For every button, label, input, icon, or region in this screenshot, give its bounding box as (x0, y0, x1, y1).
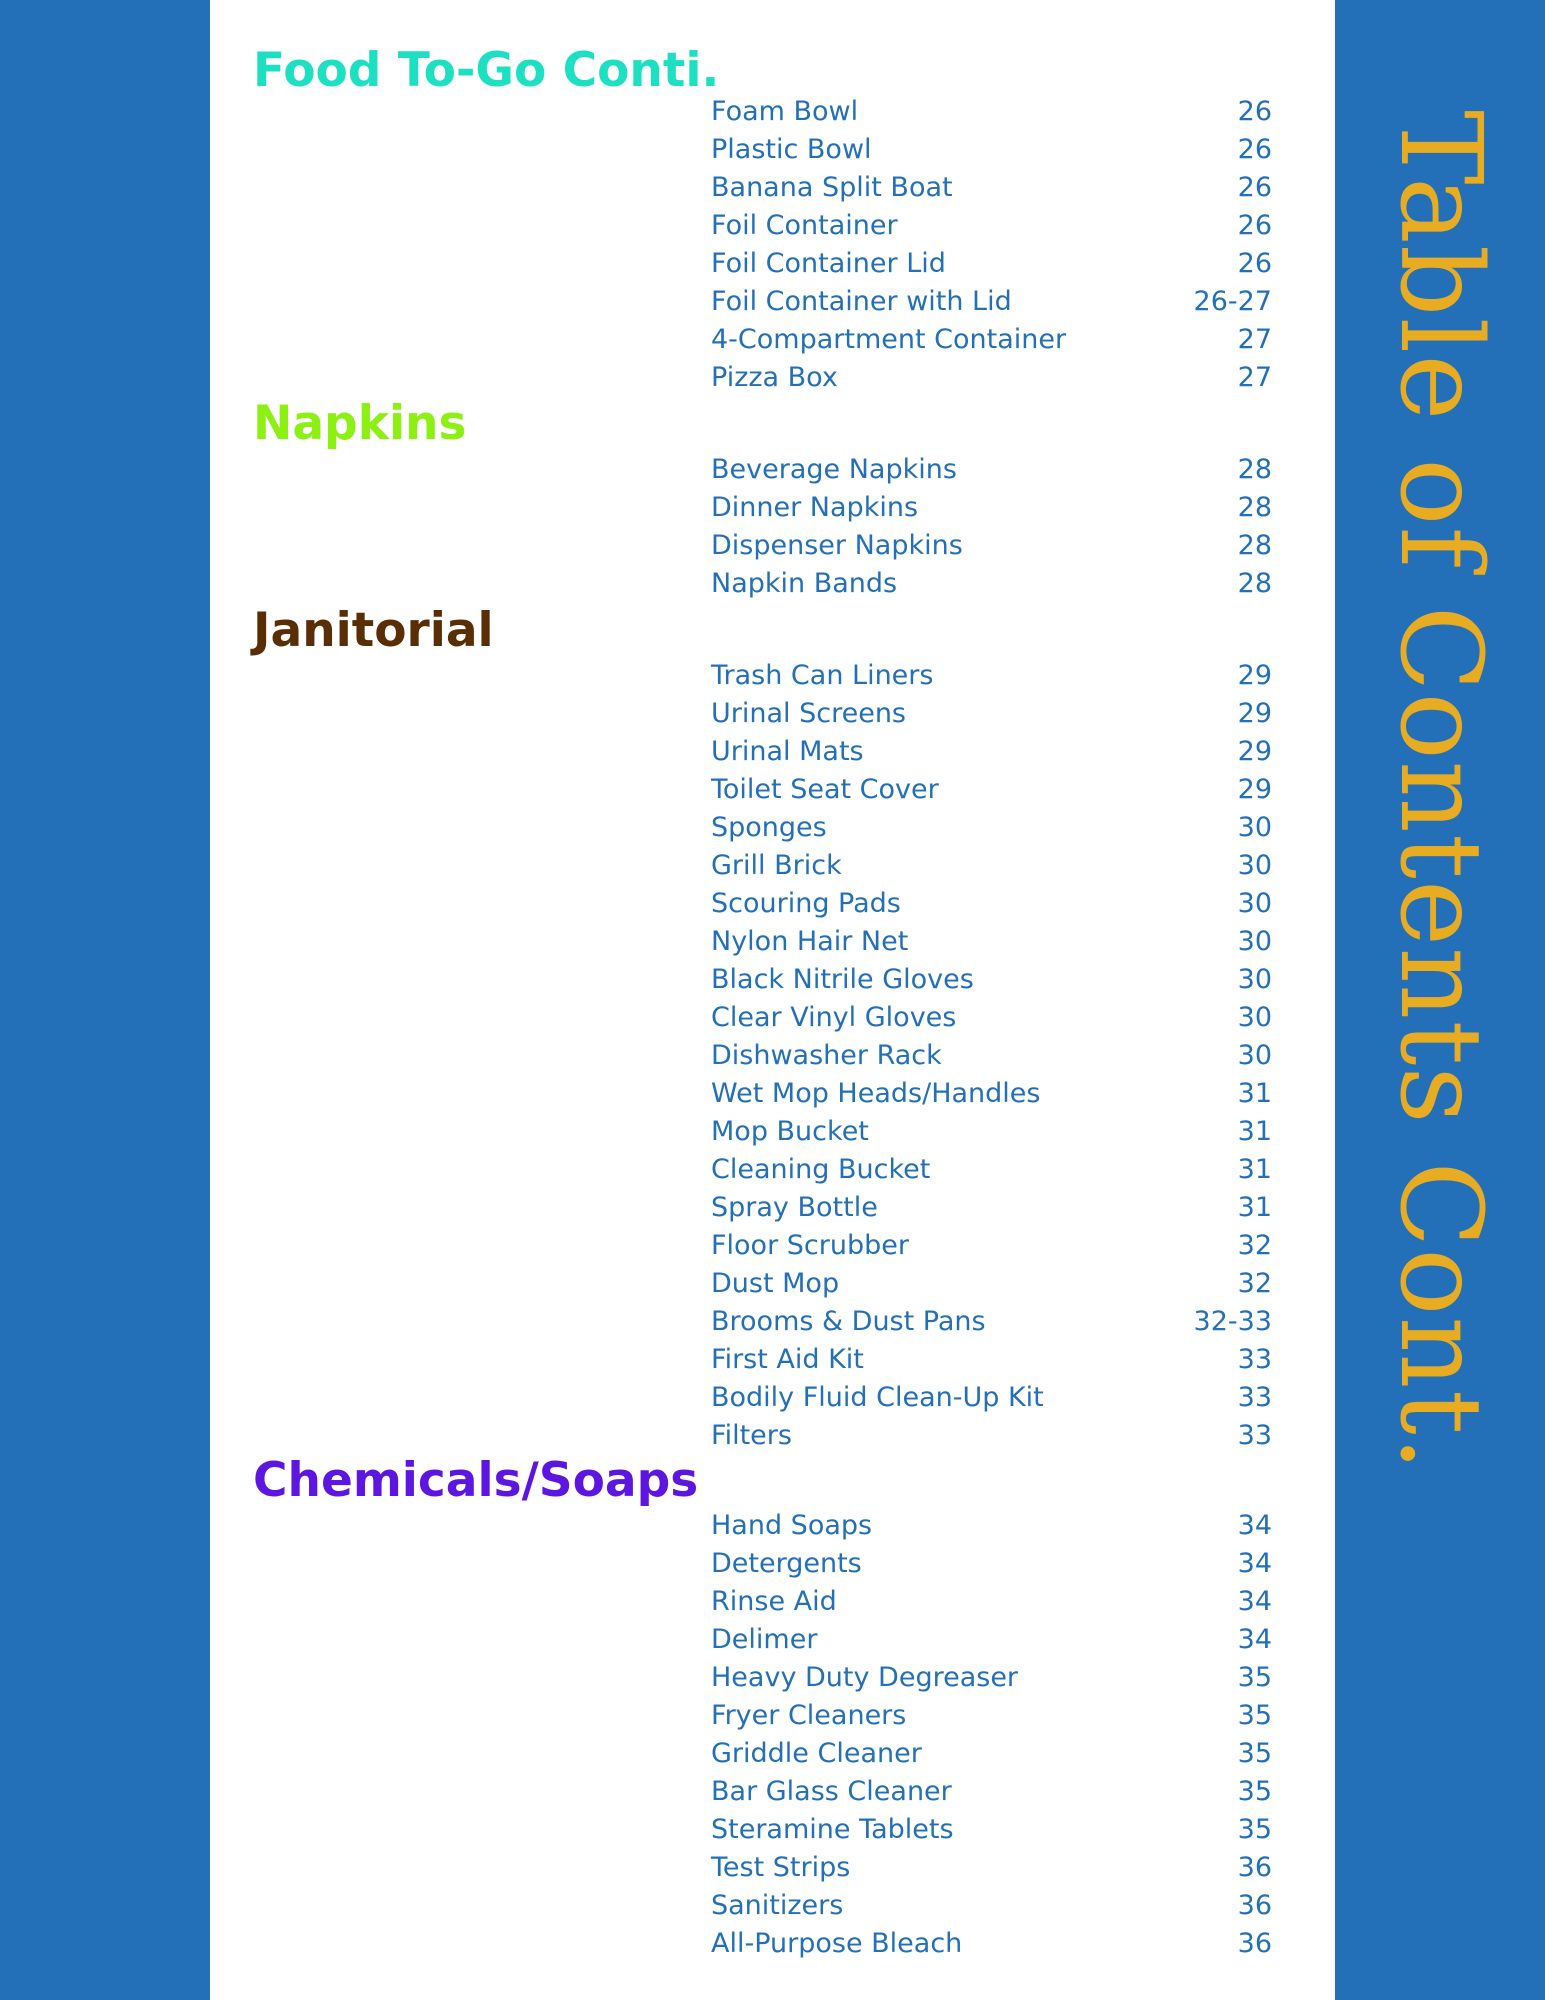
toc-entry-banana-split-boat[interactable] (711, 168, 1272, 206)
entry-name: Napkin Bands (711, 567, 898, 599)
entry-page-number: 29 (1237, 735, 1272, 767)
toc-entry-napkin-bands[interactable] (711, 564, 1272, 602)
entry-name: Dishwasher Rack (711, 1039, 942, 1071)
toc-entry-hand-soaps[interactable] (711, 1506, 1272, 1544)
toc-entry-mop-bucket[interactable] (711, 1112, 1272, 1150)
toc-title: Table of Contents Cont. (1375, 110, 1505, 1473)
toc-entry-detergents[interactable] (711, 1544, 1272, 1582)
entry-page-number: 26 (1237, 209, 1272, 241)
entry-page-number: 35 (1237, 1661, 1272, 1693)
entry-name: Floor Scrubber (711, 1229, 909, 1261)
entry-name: Sanitizers (711, 1889, 844, 1921)
entry-page-number: 33 (1237, 1419, 1272, 1451)
toc-entry-bar-glass-cleaner[interactable] (711, 1772, 1272, 1810)
toc-entry-black-nitrile-gloves[interactable] (711, 960, 1272, 998)
toc-entry-filters[interactable] (711, 1416, 1272, 1454)
entry-name: Plastic Bowl (711, 133, 872, 165)
entry-page-number: 32 (1237, 1229, 1272, 1261)
toc-entry-test-strips[interactable] (711, 1848, 1272, 1886)
entry-name: Brooms & Dust Pans (711, 1305, 986, 1337)
section-entries-food-to-go-conti (711, 92, 1272, 396)
entry-page-number: 35 (1237, 1813, 1272, 1845)
toc-entry-wet-mop-heads-handles[interactable] (711, 1074, 1272, 1112)
entry-name: Delimer (711, 1623, 818, 1655)
section-entries-chemicals-soaps (711, 1506, 1272, 1962)
entry-name: Dinner Napkins (711, 491, 919, 523)
toc-entry-foil-container-with-lid[interactable] (711, 282, 1272, 320)
toc-entry-delimer[interactable] (711, 1620, 1272, 1658)
toc-entry-sanitizers[interactable] (711, 1886, 1272, 1924)
toc-entry-4-compartment-container[interactable] (711, 320, 1272, 358)
entry-name: Foil Container with Lid (711, 285, 1012, 317)
toc-entry-dishwasher-rack[interactable] (711, 1036, 1272, 1074)
entry-page-number: 26 (1237, 171, 1272, 203)
entry-page-number: 28 (1237, 453, 1272, 485)
entry-page-number: 34 (1237, 1623, 1272, 1655)
entry-page-number: 36 (1237, 1851, 1272, 1883)
entry-page-number: 35 (1237, 1737, 1272, 1769)
entry-page-number: 30 (1237, 1039, 1272, 1071)
entry-name: Grill Brick (711, 849, 842, 881)
toc-entry-urinal-screens[interactable] (711, 694, 1272, 732)
entry-name: Spray Bottle (711, 1191, 878, 1223)
toc-entry-grill-brick[interactable] (711, 846, 1272, 884)
entry-name: Beverage Napkins (711, 453, 957, 485)
entry-name: Pizza Box (711, 361, 838, 393)
entry-page-number: 33 (1237, 1381, 1272, 1413)
toc-entry-steramine-tablets[interactable] (711, 1810, 1272, 1848)
toc-entry-dinner-napkins[interactable] (711, 488, 1272, 526)
toc-entry-brooms-and-dust-pans[interactable] (711, 1302, 1272, 1340)
toc-entry-rinse-aid[interactable] (711, 1582, 1272, 1620)
entry-name: Detergents (711, 1547, 862, 1579)
entry-page-number: 31 (1237, 1191, 1272, 1223)
toc-entry-heavy-duty-degreaser[interactable] (711, 1658, 1272, 1696)
entry-name: Griddle Cleaner (711, 1737, 922, 1769)
entry-name: Clear Vinyl Gloves (711, 1001, 957, 1033)
entry-page-number: 26 (1237, 133, 1272, 165)
entry-name: Toilet Seat Cover (711, 773, 939, 805)
entry-name: Test Strips (711, 1851, 851, 1883)
entry-page-number: 30 (1237, 849, 1272, 881)
entry-name: Bar Glass Cleaner (711, 1775, 952, 1807)
entry-name: Foil Container Lid (711, 247, 946, 279)
toc-entry-first-aid-kit[interactable] (711, 1340, 1272, 1378)
entry-page-number: 35 (1237, 1775, 1272, 1807)
entry-name: Sponges (711, 811, 827, 843)
entry-page-number: 36 (1237, 1927, 1272, 1959)
toc-entry-dust-mop[interactable] (711, 1264, 1272, 1302)
entry-name: Nylon Hair Net (711, 925, 909, 957)
entry-page-number: 30 (1237, 1001, 1272, 1033)
entry-name: Heavy Duty Degreaser (711, 1661, 1019, 1693)
toc-entry-foil-container[interactable] (711, 206, 1272, 244)
entry-name: Trash Can Liners (711, 659, 934, 691)
toc-entry-urinal-mats[interactable] (711, 732, 1272, 770)
entry-page-number: 28 (1237, 567, 1272, 599)
entry-page-number: 26 (1237, 247, 1272, 279)
entry-page-number: 30 (1237, 887, 1272, 919)
toc-entry-nylon-hair-net[interactable] (711, 922, 1272, 960)
toc-entry-dispenser-napkins[interactable] (711, 526, 1272, 564)
entry-name: Wet Mop Heads/Handles (711, 1077, 1041, 1109)
toc-entry-plastic-bowl[interactable] (711, 130, 1272, 168)
entry-name: Foil Container (711, 209, 898, 241)
entry-name: Bodily Fluid Clean-Up Kit (711, 1381, 1044, 1413)
entry-name: 4-Compartment Container (711, 323, 1067, 355)
toc-entry-griddle-cleaner[interactable] (711, 1734, 1272, 1772)
entry-page-number: 26 (1237, 95, 1272, 127)
section-entries-janitorial (711, 656, 1272, 1454)
toc-entry-foam-bowl[interactable] (711, 92, 1272, 130)
entry-page-number: 31 (1237, 1115, 1272, 1147)
section-entries-napkins (711, 450, 1272, 602)
section-title-chemicals-soaps: Chemicals/Soaps (253, 1453, 699, 1508)
entry-page-number: 27 (1237, 323, 1272, 355)
entry-page-number: 34 (1237, 1547, 1272, 1579)
section-title-food-to-go-conti: Food To-Go Conti. (253, 43, 720, 98)
toc-entry-pizza-box[interactable] (711, 358, 1272, 396)
toc-entry-sponges[interactable] (711, 808, 1272, 846)
entry-page-number: 35 (1237, 1699, 1272, 1731)
entry-page-number: 29 (1237, 697, 1272, 729)
entry-page-number: 33 (1237, 1343, 1272, 1375)
toc-entry-cleaning-bucket[interactable] (711, 1150, 1272, 1188)
entry-name: Cleaning Bucket (711, 1153, 931, 1185)
toc-entry-fryer-cleaners[interactable] (711, 1696, 1272, 1734)
entry-name: Steramine Tablets (711, 1813, 954, 1845)
entry-page-number: 30 (1237, 963, 1272, 995)
entry-name: Rinse Aid (711, 1585, 837, 1617)
entry-name: Scouring Pads (711, 887, 901, 919)
entry-page-number: 26-27 (1193, 285, 1272, 317)
sidebar-banner (1335, 0, 1545, 2000)
toc-entry-toilet-seat-cover[interactable] (711, 770, 1272, 808)
entry-page-number: 29 (1237, 773, 1272, 805)
entry-page-number: 32-33 (1193, 1305, 1272, 1337)
entry-page-number: 34 (1237, 1585, 1272, 1617)
entry-page-number: 30 (1237, 811, 1272, 843)
toc-entry-trash-can-liners[interactable] (711, 656, 1272, 694)
entry-name: Banana Split Boat (711, 171, 953, 203)
entry-page-number: 34 (1237, 1509, 1272, 1541)
toc-entry-floor-scrubber[interactable] (711, 1226, 1272, 1264)
entry-page-number: 31 (1237, 1077, 1272, 1109)
toc-entry-scouring-pads[interactable] (711, 884, 1272, 922)
entry-name: Dispenser Napkins (711, 529, 963, 561)
section-title-janitorial: Janitorial (253, 603, 494, 658)
entry-page-number: 31 (1237, 1153, 1272, 1185)
entry-page-number: 29 (1237, 659, 1272, 691)
entry-name: First Aid Kit (711, 1343, 864, 1375)
toc-entry-clear-vinyl-gloves[interactable] (711, 998, 1272, 1036)
entry-name: All-Purpose Bleach (711, 1927, 963, 1959)
entry-page-number: 30 (1237, 925, 1272, 957)
entry-page-number: 36 (1237, 1889, 1272, 1921)
section-title-napkins: Napkins (253, 396, 467, 451)
entry-page-number: 27 (1237, 361, 1272, 393)
toc-entry-foil-container-lid[interactable] (711, 244, 1272, 282)
entry-name: Hand Soaps (711, 1509, 873, 1541)
entry-name: Fryer Cleaners (711, 1699, 907, 1731)
entry-page-number: 32 (1237, 1267, 1272, 1299)
entry-page-number: 28 (1237, 491, 1272, 523)
entry-name: Filters (711, 1419, 792, 1451)
toc-entry-spray-bottle[interactable] (711, 1188, 1272, 1226)
toc-entry-all-purpose-bleach[interactable] (711, 1924, 1272, 1962)
entry-name: Dust Mop (711, 1267, 840, 1299)
entry-name: Foam Bowl (711, 95, 859, 127)
entry-page-number: 28 (1237, 529, 1272, 561)
entry-name: Urinal Screens (711, 697, 906, 729)
entry-name: Urinal Mats (711, 735, 864, 767)
entry-name: Black Nitrile Gloves (711, 963, 974, 995)
toc-entry-bodily-fluid-clean-up-kit[interactable] (711, 1378, 1272, 1416)
entry-name: Mop Bucket (711, 1115, 869, 1147)
toc-entry-beverage-napkins[interactable] (711, 450, 1272, 488)
